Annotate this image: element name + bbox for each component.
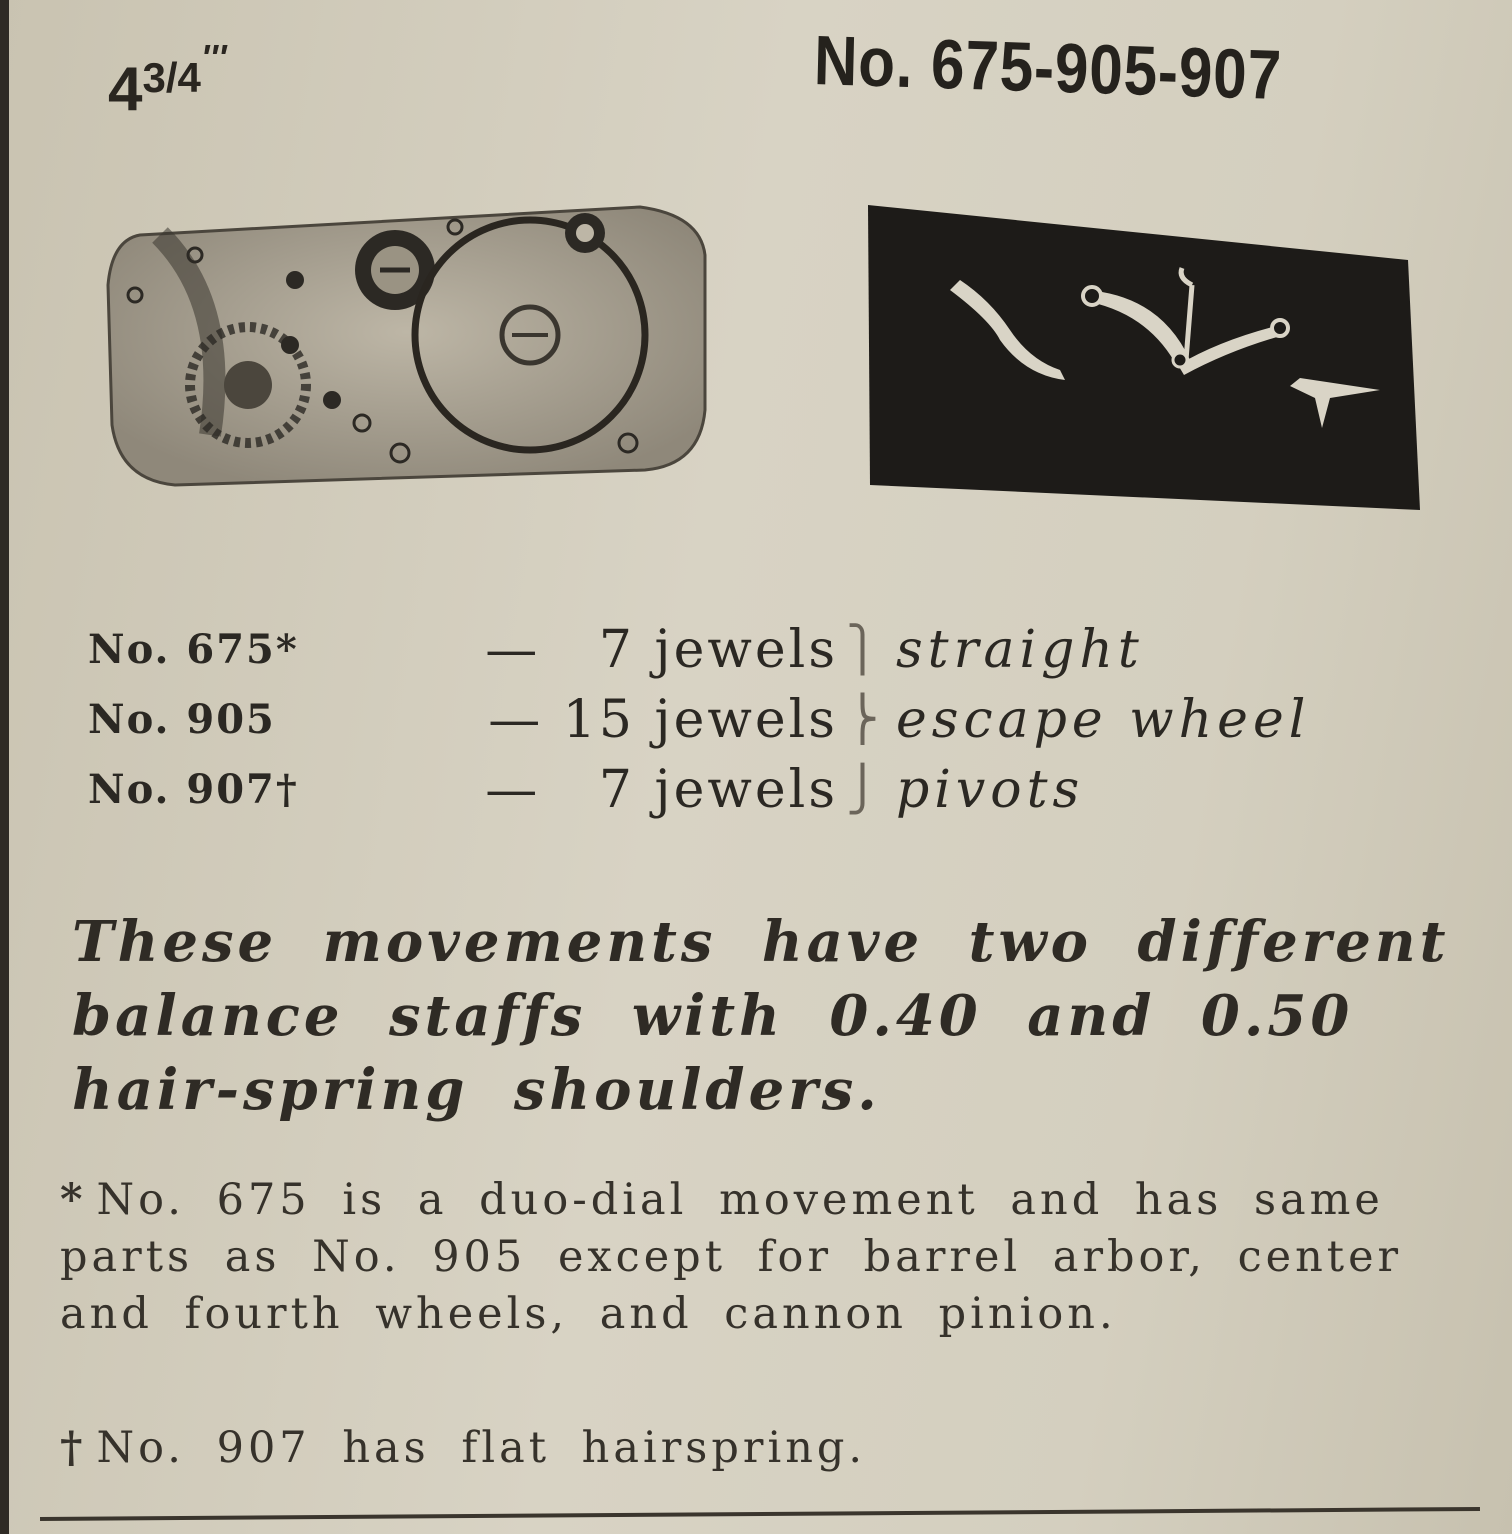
footnote-asterisk	[60, 1172, 1460, 1343]
brace-mark: ⎫	[846, 624, 879, 675]
footnote-text: No. 675 is a duo-dial movement and has same parts as No. 905 except for barrel arbor, center and fourth wheels, and cannon pinion.	[60, 1175, 1403, 1339]
size-whole: 4	[108, 55, 143, 124]
spec-dash: —	[485, 620, 541, 680]
bottom-rule	[40, 1507, 1480, 1521]
spec-jewel-count	[418, 685, 838, 755]
spec-model-number: No. 907†	[88, 766, 299, 813]
spec-jewels-text: 7 jewels	[598, 760, 838, 820]
jewel-specifications	[88, 615, 1311, 825]
spec-jewel-count	[418, 755, 838, 825]
spec-description: pivots	[896, 760, 1085, 820]
footnote-mark: *	[60, 1175, 87, 1225]
size-ligne-mark: '''	[200, 37, 227, 78]
balance-staff-parts-photo	[860, 200, 1425, 515]
spec-description: straight	[896, 620, 1144, 680]
movement-size-label	[108, 37, 227, 124]
brace-mark: ⎬	[846, 694, 879, 745]
footnote-text: No. 907 has flat hairspring.	[96, 1423, 867, 1473]
footnote-mark: †	[60, 1423, 87, 1473]
spec-jewels-text: 15 jewels	[562, 690, 838, 750]
brace-mark: ⎭	[846, 764, 879, 815]
spec-jewel-count	[418, 615, 838, 685]
spec-jewels-text: 7 jewels	[598, 620, 838, 680]
spec-row	[88, 685, 1311, 755]
size-fraction: 3/4	[142, 54, 201, 101]
spec-dash: —	[485, 760, 541, 820]
spec-description: escape wheel	[896, 690, 1311, 750]
spec-row	[88, 615, 1308, 685]
spec-model-number: No. 905	[88, 696, 276, 743]
watch-movement-photo	[100, 195, 720, 495]
left-border-rule	[0, 0, 9, 1534]
spec-model-number: No. 675*	[88, 626, 299, 673]
model-numbers-heading: No. 675-905-907	[813, 20, 1283, 115]
footnote-dagger	[60, 1420, 1460, 1477]
balance-staff-note: These movements have two different balance staffs with 0.40 and 0.50 hair-spring shoulders.	[72, 909, 1450, 1123]
spec-row	[88, 755, 1308, 825]
spec-dash: —	[488, 690, 544, 750]
